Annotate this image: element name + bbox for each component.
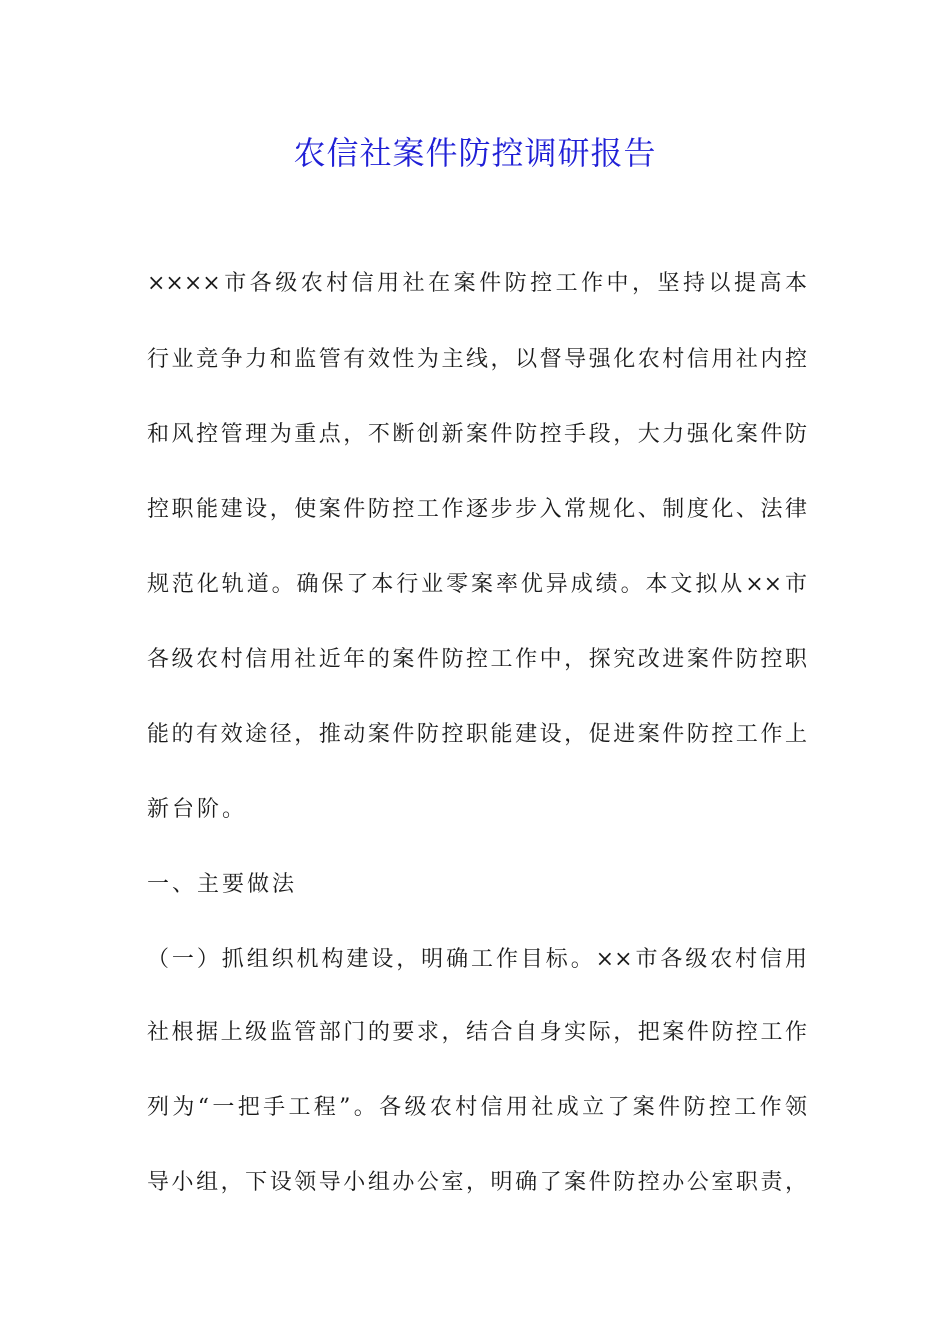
text-line: 社根据上级监管部门的要求，结合自身实际，把案件防控工作 [147,1020,807,1045]
text-line: 各级农村信用社近年的案件防控工作中，探究改进案件防控职 [147,647,807,672]
document-title: 农信社案件防控调研报告 [293,134,657,172]
text-line: 新台阶。 [147,797,248,822]
text-line: 控职能建设，使案件防控工作逐步步入常规化、制度化、法律 [147,497,807,522]
text-line: 和风控管理为重点，不断创新案件防控手段，大力强化案件防 [147,422,807,447]
section-heading: 一、主要做法 [147,872,298,897]
text-line: 列为“一把手工程”。各级农村信用社成立了案件防控工作领 [147,1095,807,1120]
text-line: （一）抓组织机构建设，明确工作目标。××市各级农村信用 [147,947,807,972]
text-line: 规范化轨道。确保了本行业零案率优异成绩。本文拟从××市 [147,572,807,597]
text-line: 导小组，下设领导小组办公室，明确了案件防控办公室职责， [147,1170,807,1195]
text-line: ××××市各级农村信用社在案件防控工作中，坚持以提高本 [147,271,807,296]
text-line: 行业竞争力和监管有效性为主线，以督导强化农村信用社内控 [147,347,807,372]
text-line: 能的有效途径，推动案件防控职能建设，促进案件防控工作上 [147,722,807,747]
